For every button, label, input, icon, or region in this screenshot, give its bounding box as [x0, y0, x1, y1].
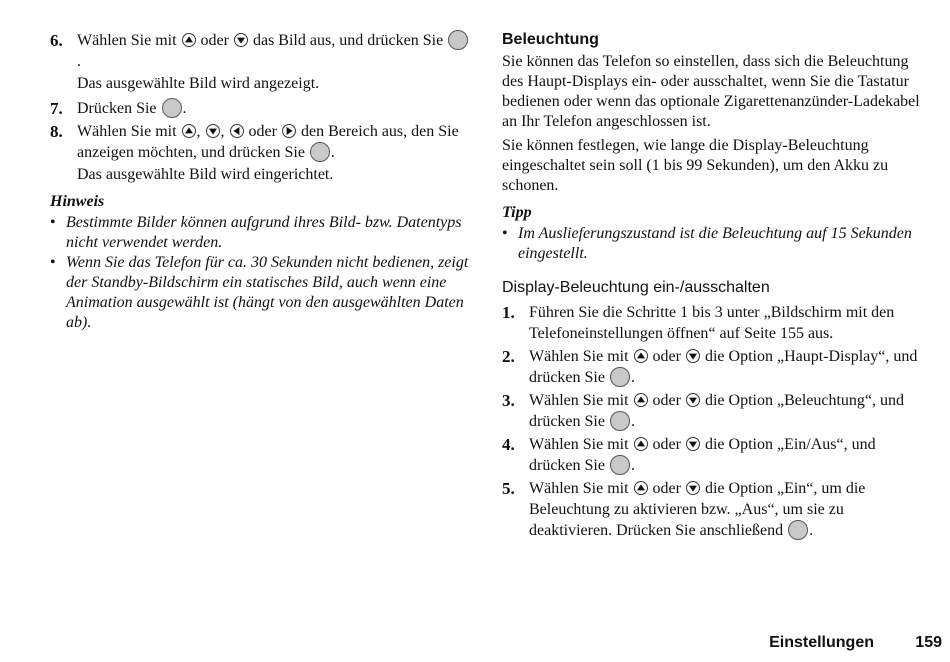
center-key-icon [610, 411, 630, 431]
step-number: 5. [502, 479, 515, 498]
step-8: 8. Wählen Sie mit , , oder den Bereich aus, den Sie anzeigen möchten, und drücken Sie . [50, 122, 459, 161]
note-list [50, 213, 470, 333]
step-1: 1. Führen Sie die Schritte 1 bis 3 unter „Bildschirm mit den Telefoneinstellungen öffnen“ auf Seite 155 aus. [502, 303, 895, 342]
down-arrow-key-icon [206, 124, 220, 138]
up-arrow-key-icon [182, 33, 196, 47]
step-7: 7. Drücken Sie . [50, 99, 187, 118]
note-item: • Wenn Sie das Telefon für ca. 30 Sekunden nicht bedienen, zeigt der Standby-Bildschirm ein statisches Bild, auch wenn eine Animation ausgewählt ist (hängt von den ausgewählten Daten ab). [50, 253, 470, 333]
up-arrow-key-icon [634, 481, 648, 495]
section-heading: Beleuchtung [502, 31, 599, 48]
up-arrow-key-icon [634, 393, 648, 407]
step-number: 2. [502, 347, 515, 366]
down-arrow-key-icon [234, 33, 248, 47]
page-number: 159 [915, 634, 942, 651]
center-key-icon [448, 30, 468, 50]
tip-heading: Tipp [502, 204, 532, 221]
step-6-result: Das ausgewählte Bild wird angezeigt. [77, 75, 320, 92]
subsection-heading: Display-Beleuchtung ein-/ausschalten [502, 279, 770, 296]
step-number: 7. [50, 99, 63, 118]
up-arrow-key-icon [634, 437, 648, 451]
step-number: 4. [502, 435, 515, 454]
note-item: • Bestimmte Bilder können aufgrund ihres Bild- bzw. Datentyps nicht verwendet werden. [50, 213, 470, 253]
paragraph: Sie können festlegen, wie lange die Display-Beleuchtung eingeschaltet sein soll (1 bis 99 Sekunden), um den Akku zu schonen. [502, 137, 889, 194]
step-number: 6. [50, 31, 63, 50]
step-number: 1. [502, 303, 515, 322]
center-key-icon [610, 367, 630, 387]
footer-section-title: Einstellungen [769, 634, 874, 651]
tip-item: • Im Auslieferungszustand ist die Beleuchtung auf 15 Sekunden eingestellt. [502, 224, 922, 264]
note-heading: Hinweis [50, 193, 105, 210]
paragraph: Sie können das Telefon so einstellen, dass sich die Beleuchtung des Haupt-Displays ein- oder ausschaltet, wenn Sie die Tastatur bedienen oder wenn das optionale Zigarettenanzünder-Ladekabel an Ihr Telefon angeschlossen ist. [502, 53, 920, 130]
step-5: 5. Wählen Sie mit oder die Option „Ein“, um die Beleuchtung zu aktivieren bzw. „Aus“, um sie zu deaktivieren. Drücken Sie anschließend . [502, 479, 866, 539]
step-number: 3. [502, 391, 515, 410]
left-column [50, 30, 470, 333]
right-column [502, 30, 922, 542]
up-arrow-key-icon [634, 349, 648, 363]
step-6: 6. Wählen Sie mit oder das Bild aus, und drücken Sie . [50, 30, 470, 72]
up-arrow-key-icon [182, 124, 196, 138]
page-footer [0, 634, 950, 656]
step-number: 8. [50, 122, 63, 141]
down-arrow-key-icon [686, 349, 700, 363]
left-arrow-key-icon [230, 124, 244, 138]
down-arrow-key-icon [686, 437, 700, 451]
center-key-icon [788, 520, 808, 540]
step-2: 2. Wählen Sie mit oder die Option „Haupt-Display“, und drücken Sie . [502, 347, 918, 386]
step-4: 4. Wählen Sie mit oder die Option „Ein/Aus“, und drücken Sie . [502, 435, 876, 474]
center-key-icon [310, 142, 330, 162]
right-arrow-key-icon [282, 124, 296, 138]
center-key-icon [610, 455, 630, 475]
step-3: 3. Wählen Sie mit oder die Option „Beleuchtung“, und drücken Sie . [502, 391, 905, 430]
step-8-result: Das ausgewählte Bild wird eingerichtet. [77, 166, 334, 183]
down-arrow-key-icon [686, 481, 700, 495]
center-key-icon [162, 98, 182, 118]
down-arrow-key-icon [686, 393, 700, 407]
tip-list [502, 224, 922, 264]
